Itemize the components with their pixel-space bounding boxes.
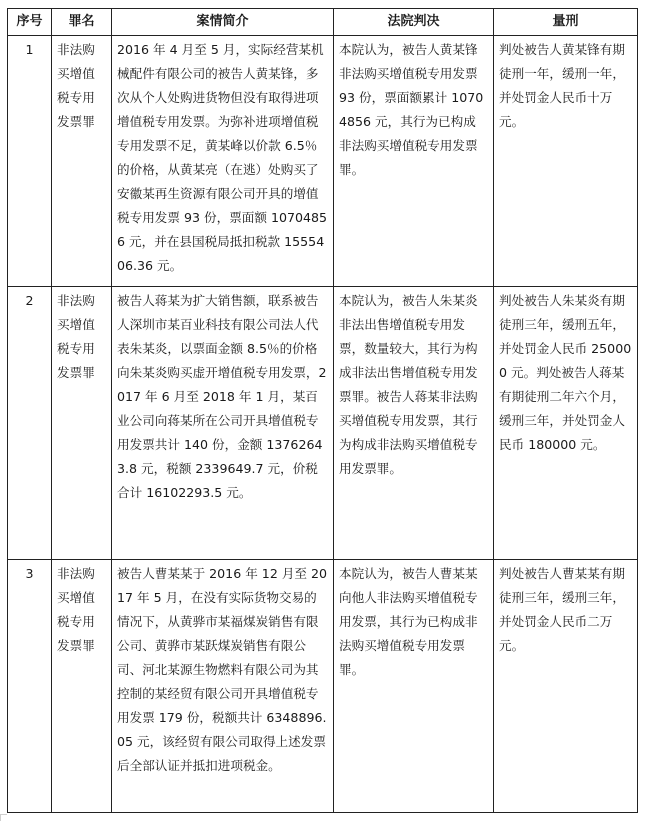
table-row: [8, 560, 638, 813]
cell-summary: 被告人蒋某为扩大销售额，联系被告人深圳市某百业科技有限公司法人代表朱某炎，以票面金额 8.5％的价格向朱某炎购买虚开增值税专用发票，2017 年 6 月至 2018 年 1 月，某百业公司向蒋某所在公司开具增值税专用发票共计 140 份，金额 13762643.8 元，税额 2339649.7 元，价税合计 16102293.5 元。: [112, 287, 334, 560]
table-header-row: [8, 9, 638, 36]
header-court: 法院判决: [334, 9, 494, 36]
header-no: 序号: [8, 9, 52, 36]
cell-court: 本院认为，被告人黄某锋非法购买增值税专用发票 93 份，票面额累计 10704856 元，其行为已构成非法购买增值税专用发票罪。: [334, 36, 494, 287]
cell-crime: 非法购买增值税专用发票罪: [52, 287, 112, 560]
cell-court: 本院认为，被告人曹某某向他人非法购买增值税专用发票，其行为已构成非法购买增值税专用发票罪。: [334, 560, 494, 813]
header-sentence: 量刑: [494, 9, 638, 36]
corner-mark: [0, 814, 7, 821]
cell-court: 本院认为，被告人朱某炎非法出售增值税专用发票，数量较大，其行为构成非法出售增值税专用发票罪。被告人蒋某非法购买增值税专用发票，其行为构成非法购买增值税专用发票罪。: [334, 287, 494, 560]
header-summary: 案情简介: [112, 9, 334, 36]
cell-summary: 2016 年 4 月至 5 月，实际经营某机械配件有限公司的被告人黄某锋，多次从个人处购进货物但没有取得进项增值税专用发票。为弥补进项增值税专用发票不足，黄某峰以价款 6.5％的价格，从黄某亮（在逃）处购买了安徽某再生资源有限公司开具的增值税专用发票 93 份，票面额 10704856 元，并在县国税局抵扣税款 1555406.36 元。: [112, 36, 334, 287]
cell-no: 1: [8, 36, 52, 287]
table-row: [8, 36, 638, 287]
table-row: [8, 287, 638, 560]
cell-crime: 非法购买增值税专用发票罪: [52, 36, 112, 287]
cell-sentence: 判处被告人曹某某有期徒刑三年，缓刑三年，并处罚金人民币二万元。: [494, 560, 638, 813]
cell-no: 3: [8, 560, 52, 813]
cell-crime: 非法购买增值税专用发票罪: [52, 560, 112, 813]
case-table: [7, 8, 638, 813]
cell-summary: 被告人曹某某于 2016 年 12 月至 2017 年 5 月，在没有实际货物交易的情况下，从黄骅市某福煤炭销售有限公司、黄骅市某跃煤炭销售有限公司、河北某源生物燃料有限公司为其控制的某经贸有限公司开具增值税专用发票 179 份，税额共计 6348896.05 元，该经贸有限公司取得上述发票后全部认证并抵扣进项税金。: [112, 560, 334, 813]
cell-sentence: 判处被告人黄某锋有期徒刑一年，缓刑一年，并处罚金人民币十万元。: [494, 36, 638, 287]
cell-no: 2: [8, 287, 52, 560]
header-crime: 罪名: [52, 9, 112, 36]
cell-sentence: 判处被告人朱某炎有期徒刑三年，缓刑五年，并处罚金人民币 250000 元。判处被告人蒋某有期徒刑二年六个月，缓刑三年，并处罚金人民币 180000 元。: [494, 287, 638, 560]
